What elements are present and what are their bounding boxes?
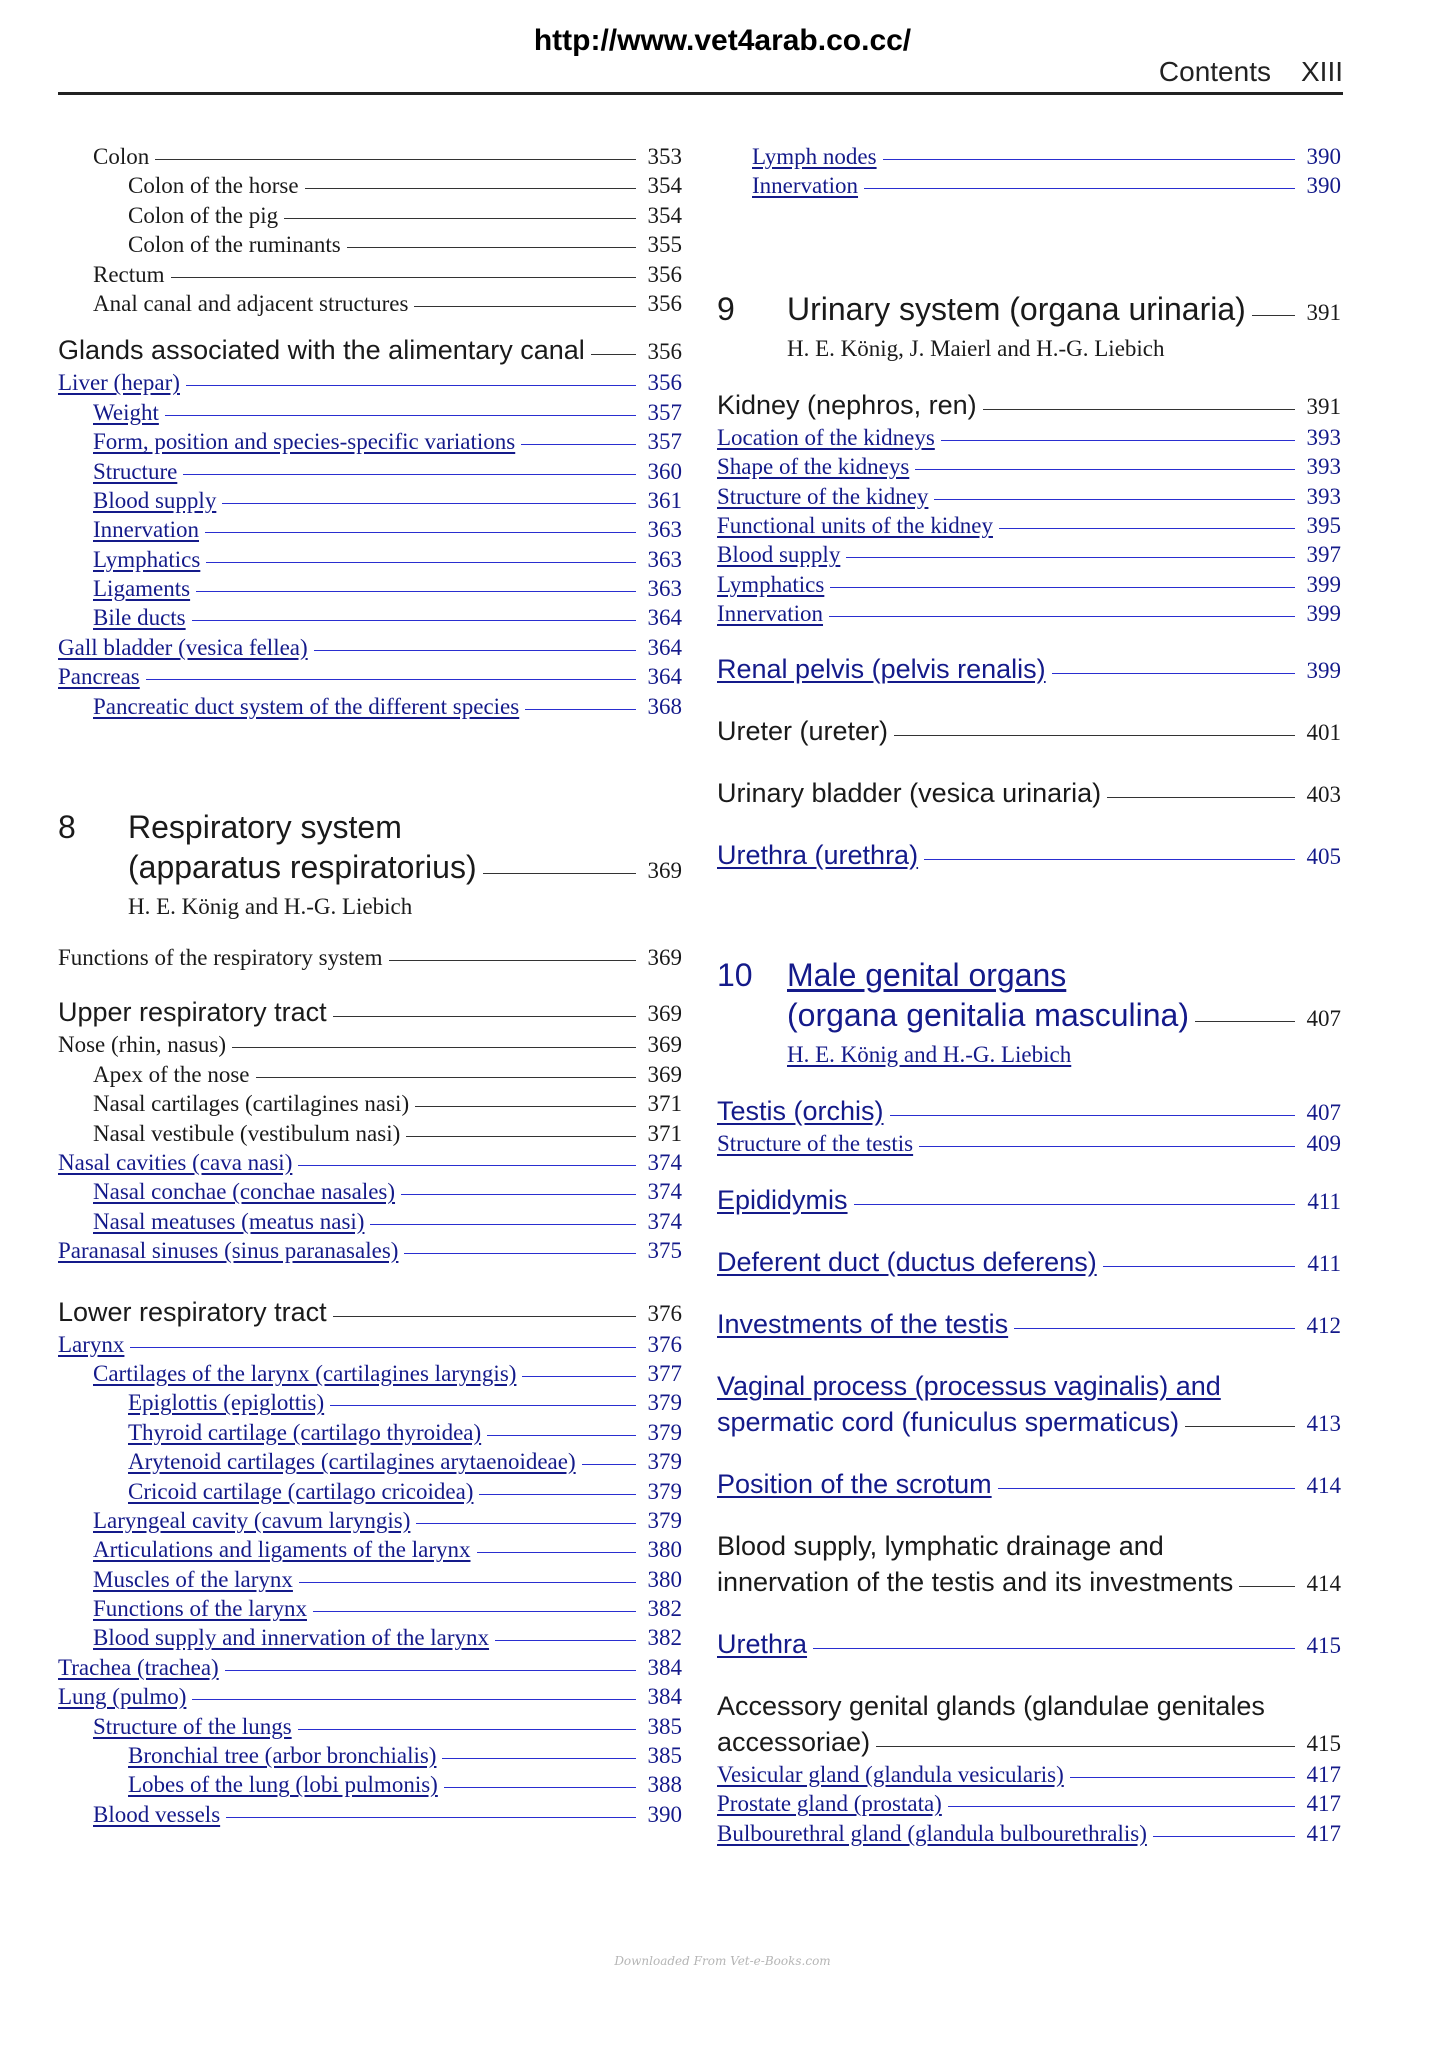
- toc-heading-glands: Glands associated with the alimentary canal 356: [58, 335, 682, 366]
- chapter-title: Urinary system (organa urinaria): [787, 290, 1246, 327]
- toc-entry: [58, 230, 682, 259]
- toc-entry-title: Pancreatic duct system of the different species: [93, 693, 520, 719]
- toc-entry-page: 374: [647, 1149, 682, 1175]
- toc-entry[interactable]: [717, 1819, 1341, 1848]
- toc-entry: [58, 142, 682, 171]
- toc-entry-title: Vesicular gland (glandula vesicularis): [717, 1761, 1064, 1787]
- toc-entry-title: Thyroid cartilage (cartilago thyroidea): [128, 1419, 482, 1445]
- toc-heading-deferent-duct[interactable]: Deferent duct (ductus deferens) 411: [717, 1246, 1341, 1277]
- toc-entry[interactable]: [58, 1535, 682, 1564]
- toc-group-kidney: [717, 423, 1341, 629]
- toc-entry-title: Blood vessels: [93, 1801, 221, 1827]
- toc-entry-page: 399: [1306, 571, 1341, 597]
- toc-entry[interactable]: [58, 1565, 682, 1594]
- page-number: XIII: [1300, 56, 1343, 87]
- toc-entry-title: Structure: [93, 458, 178, 484]
- toc-heading-scrotum[interactable]: Position of the scrotum 414: [717, 1468, 1341, 1499]
- toc-entry-title: Ligaments: [93, 576, 191, 602]
- toc-entry[interactable]: [58, 603, 682, 632]
- chapter-title-line2: (organa genitalia masculina): [787, 996, 1189, 1033]
- toc-entry-page: 395: [1306, 512, 1341, 538]
- toc-entry-page: 353: [647, 144, 682, 169]
- toc-entry-title: Colon of the horse: [128, 173, 299, 199]
- toc-entry[interactable]: [58, 1447, 682, 1476]
- toc-entry-structure-testis[interactable]: Structure of the testis 409: [717, 1130, 1341, 1156]
- chapter-8-entry: 8 Respiratory system (apparatus respiratorius) 369 H. E. König and H.-G. Liebich: [58, 807, 682, 923]
- toc-entry-page: 379: [647, 1390, 682, 1416]
- toc-entry[interactable]: [58, 398, 682, 427]
- toc-entry-title: Bile ducts: [93, 605, 186, 631]
- toc-entry-page: 356: [647, 290, 682, 316]
- toc-entry: [58, 201, 682, 230]
- toc-entry[interactable]: [717, 452, 1341, 481]
- toc-entry-page: 377: [647, 1360, 682, 1386]
- toc-entry: [58, 1030, 682, 1059]
- toc-entry-page: 379: [647, 1478, 682, 1504]
- toc-entry-title: Structure of the lungs: [93, 1713, 292, 1739]
- toc-entry[interactable]: [58, 486, 682, 515]
- toc-group-top: [717, 142, 1341, 201]
- toc-entry-title: Blood supply: [717, 542, 841, 568]
- toc-entry-title: Shape of the kidneys: [717, 454, 910, 480]
- chapter-9-entry: 9 Urinary system (organa urinaria) 391 H. E. König, J. Maierl and H.-G. Liebich: [717, 289, 1341, 365]
- chapter-authors: H. E. König and H.-G. Liebich: [787, 1041, 1072, 1067]
- toc-entry: [58, 1060, 682, 1089]
- toc-entry-page: 354: [647, 173, 682, 199]
- toc-entry-title: Innervation: [717, 601, 824, 627]
- toc-entry-title: Innervation: [752, 173, 859, 199]
- toc-entry: [58, 289, 682, 318]
- toc-entry-page: 385: [647, 1713, 682, 1739]
- toc-group-accessory-glands: [717, 1760, 1341, 1848]
- toc-entry-page: 364: [647, 634, 682, 660]
- toc-right-column: [717, 142, 1341, 1848]
- toc-entry-title: Laryngeal cavity (cavum laryngis): [93, 1507, 411, 1533]
- toc-entry-title: Structure of the kidney: [717, 483, 929, 509]
- toc-heading-urethra-urinary[interactable]: Urethra (urethra) 405: [717, 839, 1341, 870]
- toc-entry: [58, 171, 682, 200]
- toc-entry-page: 374: [647, 1179, 682, 1205]
- toc-entry[interactable]: [58, 1682, 682, 1711]
- toc-entry-page: 371: [647, 1120, 682, 1146]
- toc-entry[interactable]: [58, 427, 682, 456]
- toc-heading-testis[interactable]: Testis (orchis) 407: [717, 1095, 1341, 1126]
- toc-entry-page: 375: [647, 1238, 682, 1264]
- toc-entry-title: Functional units of the kidney: [717, 512, 993, 538]
- toc-entry-title: Functions of the larynx: [93, 1596, 307, 1622]
- toc-entry-page: 360: [647, 458, 682, 484]
- toc-entry-page: 368: [647, 693, 682, 719]
- toc-entry-title: Lymph nodes: [752, 144, 877, 169]
- toc-entry[interactable]: [717, 142, 1341, 171]
- toc-entry-title: Paranasal sinuses (sinus paranasales): [58, 1238, 399, 1264]
- toc-entry-page: 393: [1306, 483, 1341, 509]
- toc-heading-urethra-male[interactable]: Urethra 415: [717, 1628, 1341, 1659]
- source-url[interactable]: http://www.vet4arab.co.cc/: [533, 24, 912, 57]
- toc-entry[interactable]: [58, 1800, 682, 1829]
- toc-entry-page: 356: [647, 261, 682, 287]
- toc-entry-page: 417: [1306, 1820, 1341, 1846]
- toc-entry-title: Prostate gland (prostata): [717, 1791, 942, 1817]
- toc-entry-title: Bronchial tree (arbor bronchialis): [128, 1743, 437, 1769]
- chapter-number: 10: [717, 956, 753, 993]
- toc-entry[interactable]: [58, 574, 682, 603]
- toc-entry-page: 369: [647, 1032, 682, 1058]
- toc-entry-page: 384: [647, 1684, 682, 1710]
- toc-entry-page: 357: [647, 399, 682, 425]
- toc-entry-page: 390: [1306, 173, 1341, 199]
- toc-group-upper: [58, 1030, 682, 1265]
- toc-entry-title: Anal canal and adjacent structures: [93, 290, 409, 316]
- toc-group-colon: [58, 142, 682, 318]
- toc-entry[interactable]: [58, 1770, 682, 1799]
- toc-entry-title: Articulations and ligaments of the larynx: [93, 1537, 471, 1563]
- toc-entry-page: 379: [647, 1449, 682, 1475]
- toc-entry[interactable]: [717, 540, 1341, 569]
- chapter-authors: H. E. König, J. Maierl and H.-G. Liebich: [787, 335, 1165, 361]
- toc-entry-page: 384: [647, 1654, 682, 1680]
- running-title: Contents: [1158, 56, 1271, 87]
- toc-entry-title: Nasal vestibule (vestibulum nasi): [93, 1120, 401, 1146]
- chapter-number: 9: [717, 290, 735, 327]
- toc-entry-title: Nasal cavities (cava nasi): [58, 1149, 293, 1175]
- toc-entry[interactable]: [58, 1741, 682, 1770]
- toc-heading-blood-supply-testis: Blood supply, lymphatic drainage and innervation of the testis and its investments 414: [717, 1530, 1341, 1597]
- toc-entry[interactable]: [58, 1506, 682, 1535]
- toc-entry[interactable]: [717, 511, 1341, 540]
- download-watermark: Downloaded From Vet-e-Books.com: [614, 1954, 831, 1968]
- toc-entry-page: 369: [647, 1061, 682, 1087]
- toc-entry-page: 390: [1306, 144, 1341, 169]
- toc-entry-title: Muscles of the larynx: [93, 1566, 293, 1592]
- toc-entry-title: Colon of the ruminants: [128, 232, 341, 258]
- toc-entry-title: Cartilages of the larynx (cartilagines laryngis): [93, 1360, 517, 1386]
- toc-entry-page: 380: [647, 1537, 682, 1563]
- toc-entry-page: 355: [647, 232, 682, 258]
- toc-entry[interactable]: [58, 1148, 682, 1177]
- toc-entry-page: 363: [647, 517, 682, 543]
- toc-entry: [58, 1119, 682, 1148]
- toc-entry[interactable]: [58, 1177, 682, 1206]
- toc-entry-page: 393: [1306, 424, 1341, 450]
- toc-entry-title: Lymphatics: [717, 571, 825, 597]
- toc-left-column: [58, 142, 682, 1829]
- toc-entry[interactable]: [717, 570, 1341, 599]
- toc-heading-epididymis[interactable]: Epididymis 411: [717, 1184, 1341, 1215]
- toc-entry[interactable]: [58, 692, 682, 721]
- toc-entry-title: Lung (pulmo): [58, 1684, 187, 1710]
- toc-entry-title: Blood supply and innervation of the larynx: [93, 1625, 490, 1651]
- toc-heading-kidney: Kidney (nephros, ren) 391: [717, 389, 1341, 420]
- toc-entry-title: Weight: [93, 399, 159, 425]
- toc-entry-page: 374: [647, 1208, 682, 1234]
- toc-entry-page: 361: [647, 487, 682, 513]
- toc-entry-page: 397: [1306, 542, 1341, 568]
- toc-entry-title: Pancreas: [58, 664, 140, 690]
- toc-entry-title: Form, position and species-specific variations: [93, 429, 516, 455]
- toc-entry-page: 364: [647, 605, 682, 631]
- toc-entry-page: 388: [647, 1772, 682, 1798]
- toc-entry-title: Colon: [93, 144, 150, 169]
- toc-entry-page: 376: [647, 1331, 682, 1357]
- toc-entry: [58, 260, 682, 289]
- toc-entry-title: Bulbourethral gland (glandula bulbourethralis): [717, 1820, 1147, 1846]
- toc-entry[interactable]: [717, 423, 1341, 452]
- toc-group-lower: [58, 1330, 682, 1830]
- toc-entry-page: 382: [647, 1596, 682, 1622]
- header-rule: [58, 92, 1343, 95]
- toc-entry-page: 379: [647, 1419, 682, 1445]
- running-head: [1159, 56, 1343, 88]
- toc-entry-title: Gall bladder (vesica fellea): [58, 634, 308, 660]
- toc-entry[interactable]: [717, 171, 1341, 200]
- toc-entry-title: Nose (rhin, nasus): [58, 1032, 226, 1058]
- toc-entry[interactable]: [58, 1594, 682, 1623]
- toc-entry-title: Lymphatics: [93, 546, 201, 572]
- toc-entry-page: 364: [647, 664, 682, 690]
- toc-entry[interactable]: [58, 1477, 682, 1506]
- toc-entry-functions[interactable]: Functions of the respiratory system 369: [58, 945, 682, 971]
- toc-entry[interactable]: [58, 1653, 682, 1682]
- toc-entry-title: Liver (hepar): [58, 370, 180, 396]
- toc-heading-renal-pelvis[interactable]: Renal pelvis (pelvis renalis) 399: [717, 653, 1341, 684]
- toc-entry-page: 371: [647, 1091, 682, 1117]
- toc-entry-title: Nasal cartilages (cartilagines nasi): [93, 1091, 410, 1117]
- toc-entry[interactable]: [58, 1623, 682, 1652]
- toc-entry-title: Location of the kidneys: [717, 424, 935, 450]
- toc-entry[interactable]: [58, 1207, 682, 1236]
- toc-entry[interactable]: [58, 633, 682, 662]
- toc-entry[interactable]: [58, 1418, 682, 1447]
- chapter-10-entry[interactable]: 10 Male genital organs (organa genitalia masculina) 407 H. E. König and H.-G. Liebich: [717, 956, 1341, 1067]
- toc-heading-upper-respiratory: Upper respiratory tract 369: [58, 997, 682, 1028]
- toc-heading-investments[interactable]: Investments of the testis 412: [717, 1308, 1341, 1339]
- toc-entry-title: Apex of the nose: [93, 1061, 250, 1087]
- toc-entry-title: Nasal conchae (conchae nasales): [93, 1179, 396, 1205]
- chapter-title-line1: Respiratory system: [128, 809, 402, 846]
- toc-entry-title: Nasal meatuses (meatus nasi): [93, 1208, 365, 1234]
- toc-entry-title: Lobes of the lung (lobi pulmonis): [128, 1772, 438, 1798]
- toc-heading-vaginal-process[interactable]: Vaginal process (processus vaginalis) and spermatic cord (funiculus spermaticus) 413: [717, 1370, 1341, 1437]
- toc-entry-page: 354: [647, 202, 682, 228]
- toc-entry-title: Blood supply: [93, 487, 217, 513]
- toc-entry-page: 380: [647, 1566, 682, 1592]
- toc-entry-page: 390: [647, 1801, 682, 1827]
- toc-entry[interactable]: [58, 457, 682, 486]
- toc-entry-page: 417: [1306, 1761, 1341, 1787]
- toc-entry[interactable]: [58, 1236, 682, 1265]
- chapter-title-line1: Male genital organs: [787, 956, 1067, 993]
- toc-heading-urinary-bladder: Urinary bladder (vesica urinaria) 403: [717, 777, 1341, 808]
- toc-entry-title: Epiglottis (epiglottis): [128, 1390, 325, 1416]
- chapter-authors: H. E. König and H.-G. Liebich: [128, 894, 413, 920]
- toc-entry-page: 357: [647, 429, 682, 455]
- toc-entry-page: 356: [647, 370, 682, 396]
- toc-entry-page: 393: [1306, 454, 1341, 480]
- toc-entry[interactable]: [58, 662, 682, 691]
- toc-entry[interactable]: [717, 1760, 1341, 1789]
- toc-entry[interactable]: [717, 1789, 1341, 1818]
- toc-entry[interactable]: [58, 1712, 682, 1741]
- toc-entry[interactable]: [58, 1359, 682, 1388]
- toc-entry-page: 399: [1306, 601, 1341, 627]
- toc-entry-title: Cricoid cartilage (cartilago cricoidea): [128, 1478, 474, 1504]
- toc-entry[interactable]: [717, 482, 1341, 511]
- toc-entry-title: Colon of the pig: [128, 202, 279, 228]
- toc-entry-title: Trachea (trachea): [58, 1654, 219, 1680]
- toc-entry-page: 417: [1306, 1791, 1341, 1817]
- chapter-number: 8: [58, 809, 76, 846]
- toc-entry-page: 379: [647, 1507, 682, 1533]
- toc-entry-page: 363: [647, 546, 682, 572]
- toc-entry[interactable]: [58, 368, 682, 397]
- toc-entry-title: Rectum: [93, 261, 165, 287]
- toc-heading-lower-respiratory: Lower respiratory tract 376: [58, 1296, 682, 1327]
- toc-entry-page: 385: [647, 1743, 682, 1769]
- toc-entry-page: 382: [647, 1625, 682, 1651]
- toc-heading-ureter: Ureter (ureter) 401: [717, 715, 1341, 746]
- toc-entry-title: Larynx: [58, 1331, 125, 1357]
- toc-entry[interactable]: [58, 1388, 682, 1417]
- toc-entry-title: Arytenoid cartilages (cartilagines arytaenoideae): [128, 1449, 576, 1475]
- toc-entry-page: 363: [647, 576, 682, 602]
- toc-group-glands: [58, 368, 682, 721]
- toc-entry[interactable]: [717, 599, 1341, 628]
- toc-entry[interactable]: [58, 545, 682, 574]
- toc-entry: [58, 1089, 682, 1118]
- toc-entry-title: Innervation: [93, 517, 200, 543]
- toc-entry[interactable]: [58, 1330, 682, 1359]
- toc-entry[interactable]: [58, 515, 682, 544]
- toc-heading-accessory-glands: Accessory genital glands (glandulae genitales accessoriae) 415: [717, 1690, 1341, 1757]
- chapter-title-line2: (apparatus respiratorius): [128, 849, 477, 886]
